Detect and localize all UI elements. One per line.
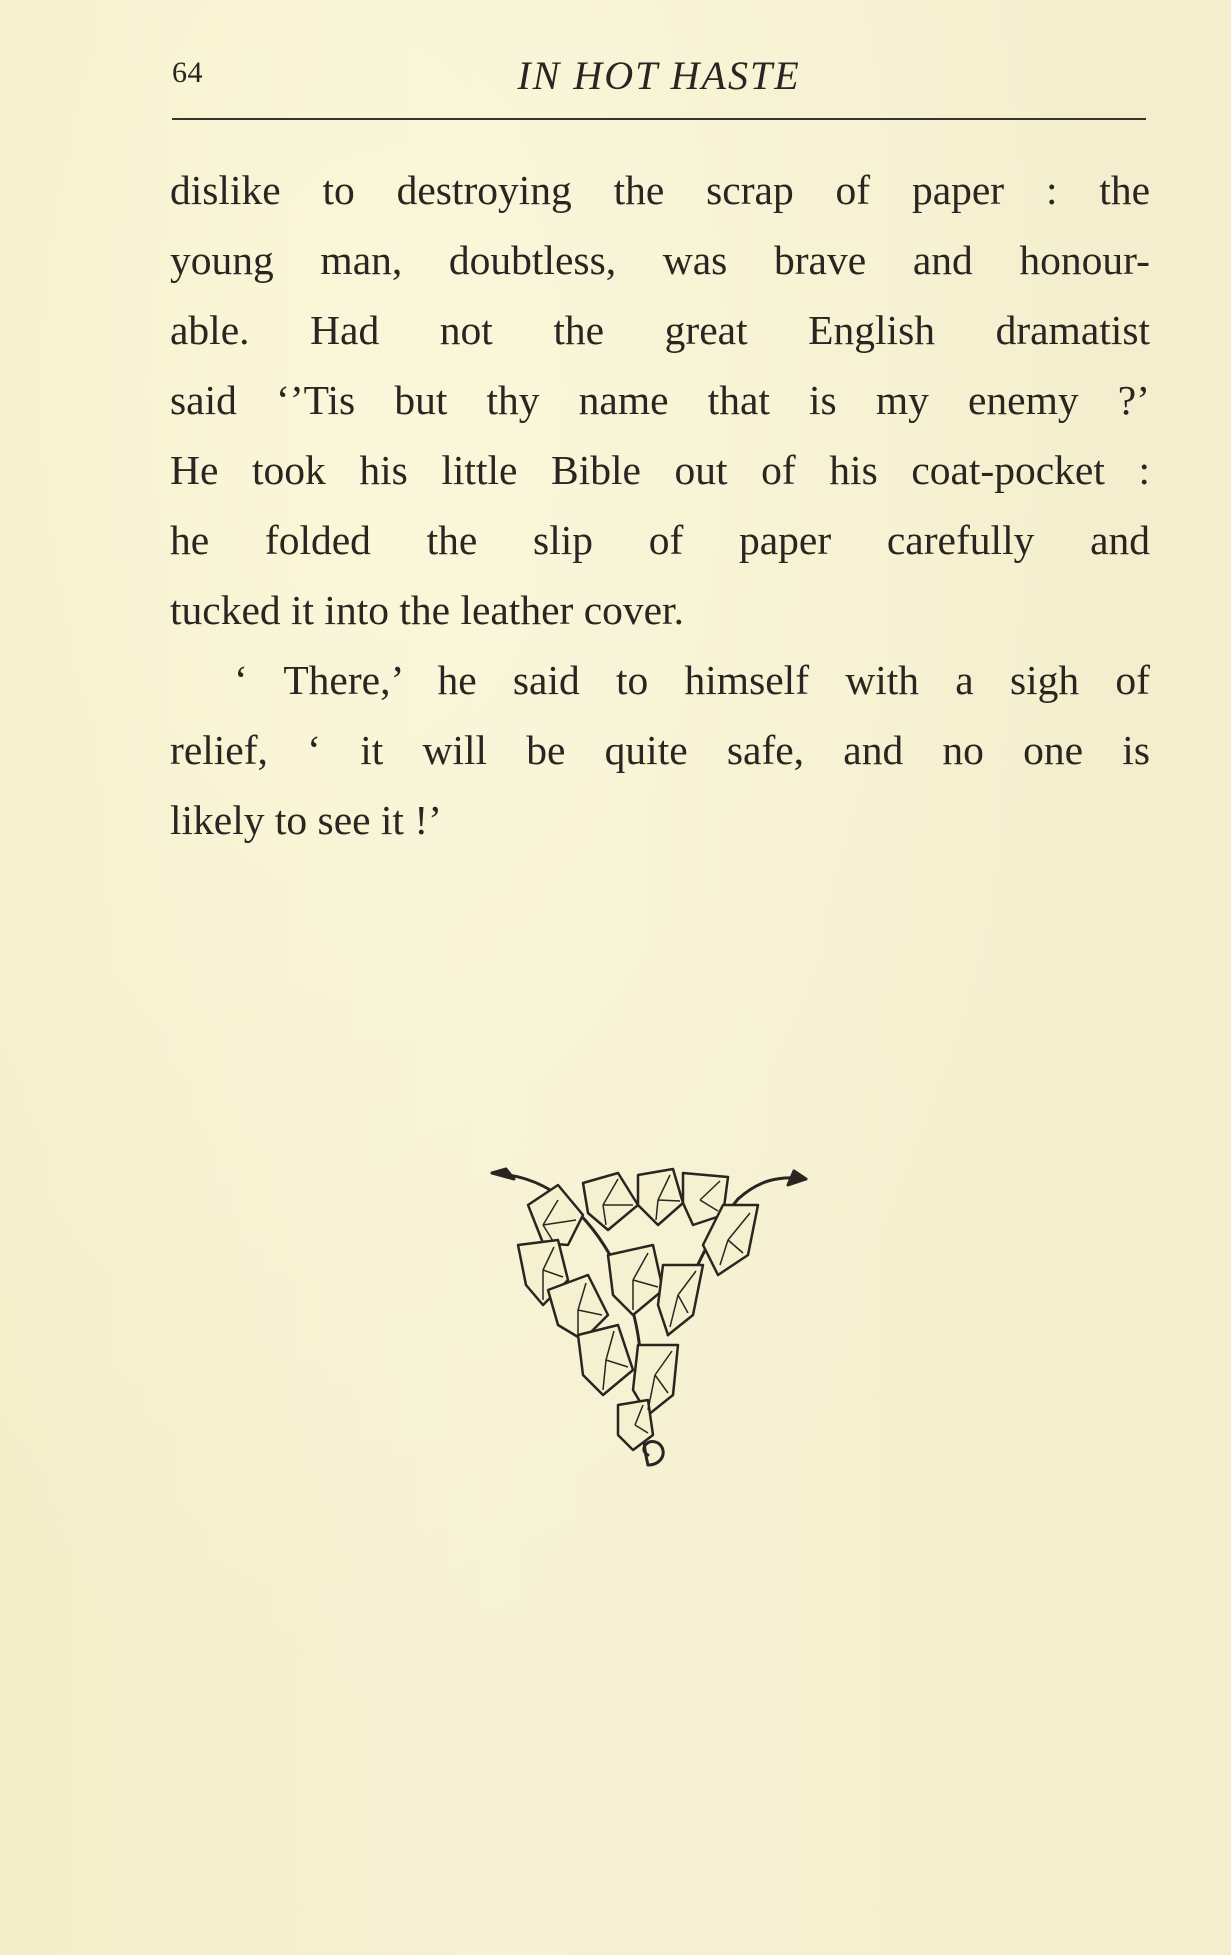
text-line: He took his little Bible out of his coat-pocket : [170, 447, 1150, 493]
body-text [170, 155, 1150, 855]
text-line: he folded the slip of paper carefully and [170, 517, 1150, 563]
running-title: IN HOT HASTE [517, 53, 801, 98]
page-number: 64 [172, 56, 203, 89]
text-line: likely to see it !’ [170, 797, 442, 843]
text-line: able. Had not the great English dramatist [170, 307, 1150, 353]
text-line: said ‘’Tis but thy name that is my enemy ?’ [170, 377, 1150, 423]
text-line: tucked it into the leather cover. [170, 587, 684, 633]
ivy-vine-tailpiece-icon [488, 1165, 808, 1475]
text-line: ‘ There,’ he said to himself with a sigh of [234, 657, 1150, 703]
running-head [172, 52, 1146, 102]
text-line: relief, ‘ it will be quite safe, and no one is [170, 727, 1150, 773]
header-rule [172, 118, 1146, 120]
text-line: dislike to destroying the scrap of paper : the [170, 167, 1150, 213]
text-line: young man, doubtless, was brave and honour- [170, 237, 1150, 283]
